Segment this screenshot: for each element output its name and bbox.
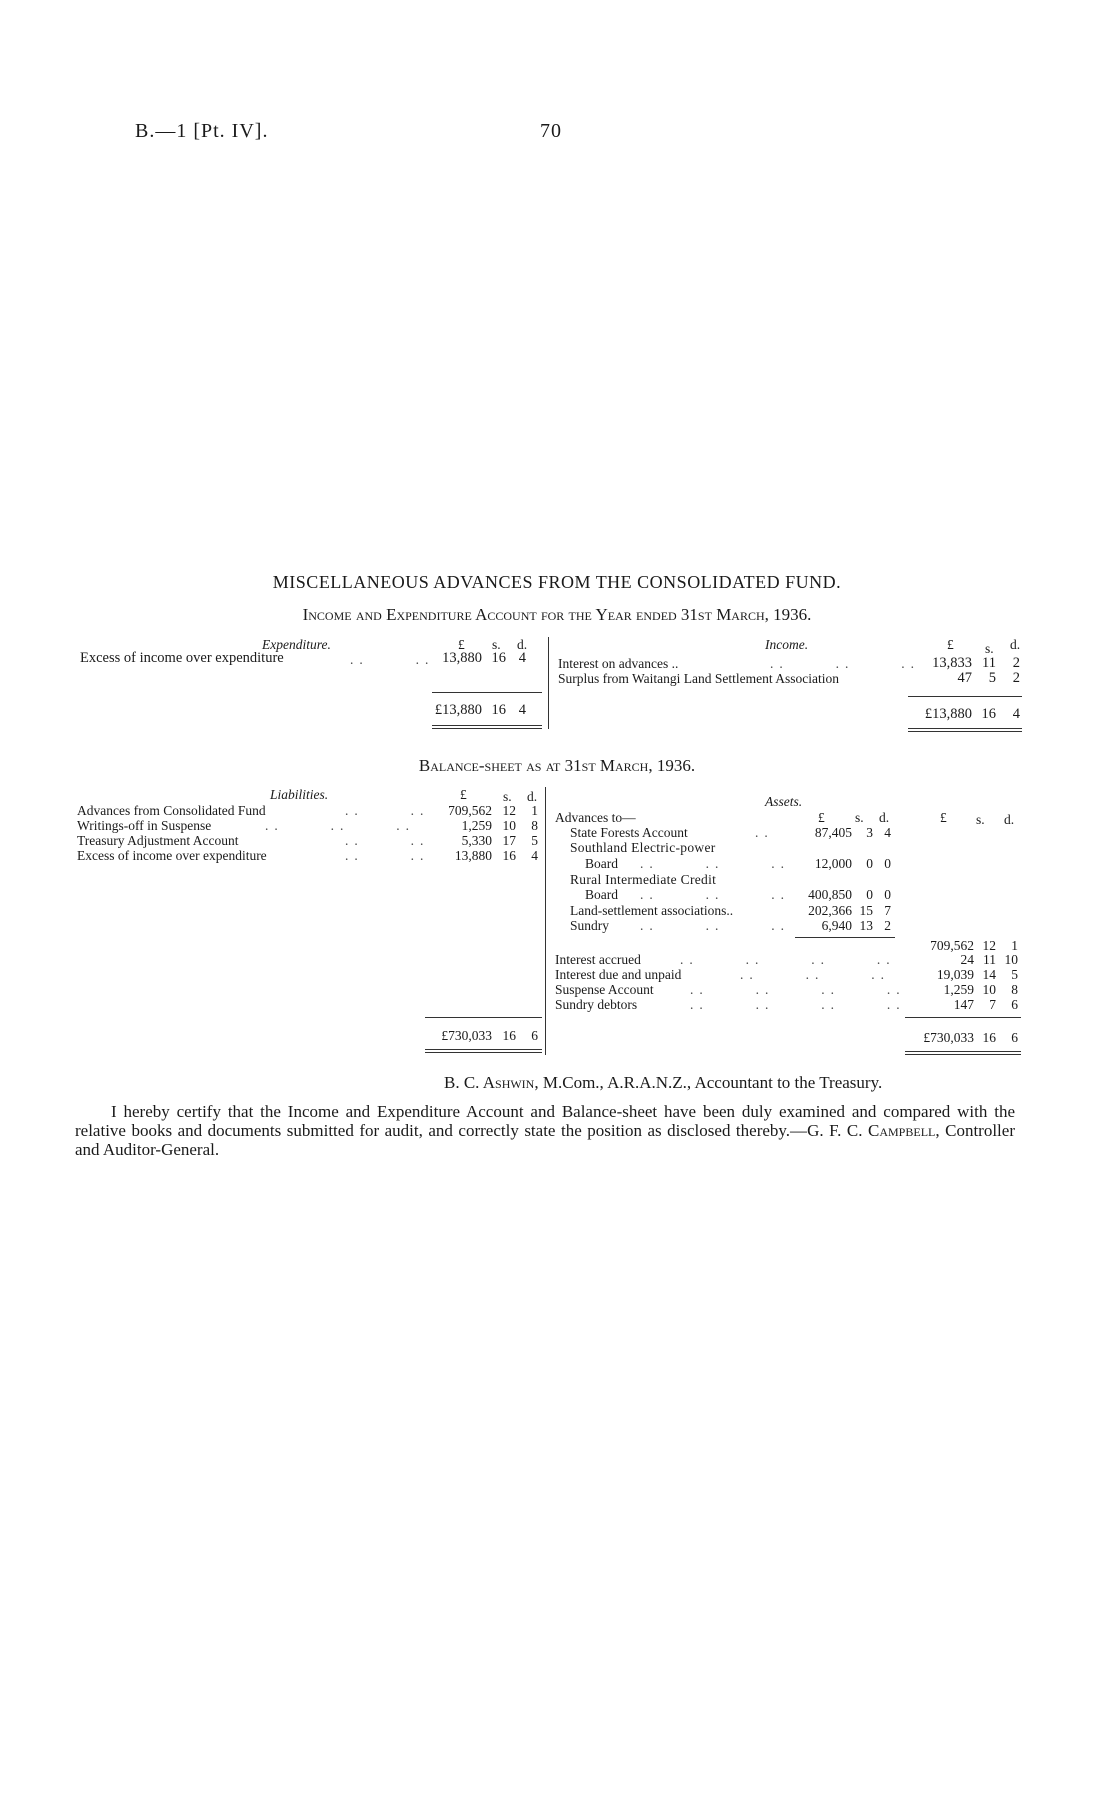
double-rule	[908, 728, 1022, 729]
amount-pounds: 1,259	[461, 818, 492, 833]
asset-label: Suspense Account	[555, 982, 654, 997]
sub-label: Land-settlement associations..	[570, 903, 734, 918]
page-number: 70	[540, 120, 562, 142]
asset-label: Interest accrued	[555, 952, 641, 967]
amount-shillings: 13	[859, 918, 873, 933]
income-label: Interest on advances ..	[558, 656, 679, 671]
leader-dots: .. ..	[345, 803, 430, 818]
rule	[908, 696, 1022, 697]
amount-shillings: 15	[859, 903, 873, 918]
leader-dots: .. ..	[345, 848, 430, 863]
sub-label-continuation: Board	[585, 856, 618, 871]
leader-dots: .. .. ..	[740, 967, 890, 982]
sub-label: Rural Intermediate Credit	[570, 872, 717, 887]
col-shillings: s.	[985, 641, 994, 656]
amount-shillings: 12	[502, 803, 516, 818]
col-pence: d.	[527, 789, 538, 804]
amount-pence: 2	[884, 918, 891, 933]
ie-title: Income and Expenditure Account for the Year ended 31st March, 1936.	[302, 605, 812, 624]
amount-shillings: 3	[866, 825, 873, 840]
sub-label: Sundry	[570, 918, 610, 933]
amount-pence: 4	[518, 650, 526, 666]
liability-label: Writings-off in Suspense	[77, 818, 212, 833]
double-rule	[432, 725, 542, 726]
amount-pence: 0	[884, 856, 891, 871]
leader-dots: .. ..	[345, 833, 430, 848]
total-pounds: £730,033	[923, 1030, 974, 1045]
leader-dots: .. .. ..	[265, 818, 415, 833]
amount-pence: 6	[1011, 997, 1018, 1012]
double-rule	[905, 1054, 1021, 1055]
total-pence: 6	[531, 1028, 538, 1043]
amount-pence: 5	[531, 833, 538, 848]
amount-pence: 8	[1011, 982, 1018, 997]
income-label: Surplus from Waitangi Land Settlement Association	[558, 671, 840, 686]
col-pounds: £	[940, 810, 947, 825]
col-shillings: s.	[855, 810, 864, 825]
amount-pounds: 709,562	[448, 803, 492, 818]
amount-pounds: 13,833	[932, 655, 972, 671]
rule	[905, 1017, 1021, 1018]
leader-dots: .. .. ..	[640, 856, 790, 871]
assets-heading: Assets.	[765, 794, 803, 809]
col-pounds: £	[818, 810, 825, 825]
liability-label: Advances from Consolidated Fund	[77, 803, 266, 818]
col-pounds: £	[947, 637, 954, 652]
auditor-name: G. F. C. Campbell	[807, 1121, 936, 1140]
amount-pence: 5	[1011, 967, 1018, 982]
liability-label: Excess of income over expenditure	[77, 848, 267, 863]
amount-shillings: 11	[983, 952, 996, 967]
amount-pence: 1	[531, 803, 538, 818]
total-pence: 6	[1011, 1030, 1018, 1045]
amount-pounds: 1,259	[943, 982, 974, 997]
col-shillings: s.	[492, 637, 501, 652]
leader-dots: .. .. ..	[770, 656, 920, 671]
bs-title: Balance-sheet as at 31st March, 1936.	[418, 756, 696, 775]
total-shillings: 16	[981, 706, 996, 722]
col-pence: d.	[1004, 812, 1015, 827]
liabilities-heading: Liabilities.	[270, 787, 329, 802]
amount-shillings: 0	[866, 856, 873, 871]
leader-dots: .. .. ..	[640, 887, 790, 902]
asset-label: Sundry debtors	[555, 997, 638, 1012]
amount-pence: 2	[1012, 655, 1020, 671]
amount-pence: 10	[1004, 952, 1018, 967]
amount-pounds: 202,366	[808, 903, 852, 918]
total-pounds: £13,880	[924, 706, 972, 722]
leader-dots: .. .. ..	[640, 918, 790, 933]
double-rule	[432, 728, 542, 729]
sub-label-continuation: Board	[585, 887, 618, 902]
amount-shillings: 12	[982, 938, 996, 953]
amount-pounds: 19,039	[936, 967, 974, 982]
rule	[795, 937, 895, 938]
amount-pounds: 24	[960, 952, 974, 967]
amount-pounds: 13,880	[454, 848, 492, 863]
audit-certification	[75, 1102, 1015, 1159]
liability-label: Treasury Adjustment Account	[77, 833, 239, 848]
total-pence: 4	[518, 702, 526, 718]
double-rule	[425, 1049, 542, 1050]
advances-label: Advances to—	[555, 810, 636, 825]
leader-dots: ..	[755, 825, 774, 840]
amount-shillings: 16	[502, 848, 516, 863]
rule	[425, 1017, 542, 1018]
amount-pence: 4	[884, 825, 891, 840]
amount-pence: 8	[531, 818, 538, 833]
leader-dots: .. .. .. ..	[690, 982, 906, 997]
asset-label: Interest due and unpaid	[555, 967, 682, 982]
column-divider	[548, 637, 549, 729]
amount-pounds: 87,405	[814, 825, 852, 840]
amount-pence: 7	[884, 903, 891, 918]
total-shillings: 16	[502, 1028, 516, 1043]
col-shillings: s.	[976, 812, 985, 827]
sub-label: Southland Electric-power	[570, 840, 716, 855]
amount-shillings: 5	[988, 670, 996, 686]
column-divider	[545, 787, 546, 1055]
amount-pounds: 709,562	[930, 938, 974, 953]
accountant-title: , M.Com., A.R.A.N.Z., Accountant to the Treasury.	[534, 1073, 883, 1092]
amount-shillings: 0	[866, 887, 873, 902]
col-pounds: £	[458, 637, 465, 652]
leader-dots: .. .. .. ..	[680, 952, 896, 967]
double-rule	[905, 1051, 1021, 1052]
total-shillings: 16	[982, 1030, 996, 1045]
expenditure-heading: Expenditure.	[262, 637, 331, 652]
amount-pounds: 13,880	[442, 650, 482, 666]
amount-shillings: 10	[982, 982, 996, 997]
amount-pounds: 5,330	[461, 833, 492, 848]
amount-pounds: 12,000	[814, 856, 852, 871]
certification-text: I hereby certify that the Income and Expenditure Account and Balance-sheet have been duly examined and compared with the relative books and documents submitted for audit, and correctly state the position as disclosed thereby.—	[75, 1102, 1015, 1140]
total-pounds: £730,033	[441, 1028, 492, 1043]
auditor-title: , Controller and Auditor-General.	[75, 1121, 1015, 1159]
amount-pence: 0	[884, 887, 891, 902]
sub-label: State Forests Account	[570, 825, 688, 840]
amount-pence: 1	[1011, 938, 1018, 953]
amount-pounds: 47	[957, 670, 972, 686]
amount-shillings: 11	[982, 655, 996, 671]
leader-dots: .. ..	[350, 652, 435, 667]
expenditure-label: Excess of income over expenditure	[80, 650, 284, 666]
amount-pence: 4	[531, 848, 538, 863]
total-pence: 4	[1012, 706, 1020, 722]
col-pence: d.	[517, 637, 528, 652]
amount-shillings: 16	[491, 650, 506, 666]
amount-pounds: 6,940	[821, 918, 852, 933]
col-shillings: s.	[503, 789, 512, 804]
amount-shillings: 10	[502, 818, 516, 833]
double-rule	[425, 1052, 542, 1053]
document-reference: B.—1 [Pt. IV].	[135, 120, 269, 142]
amount-pounds: 147	[953, 997, 974, 1012]
amount-pounds: 400,850	[808, 887, 852, 902]
amount-pence: 2	[1012, 670, 1020, 686]
document-title: MISCELLANEOUS ADVANCES FROM THE CONSOLIDATED FUND.	[272, 572, 842, 592]
amount-shillings: 17	[502, 833, 516, 848]
leader-dots: .. .. .. ..	[690, 997, 906, 1012]
total-shillings: 16	[491, 702, 506, 718]
col-pounds: £	[460, 787, 467, 802]
col-pence: d.	[879, 810, 890, 825]
amount-shillings: 14	[982, 967, 996, 982]
accountant-name: B. C. Ashwin	[444, 1073, 535, 1092]
accountant-signature	[444, 1073, 882, 1093]
rule	[432, 692, 542, 693]
col-pence: d.	[1010, 637, 1021, 652]
total-pounds: £13,880	[434, 702, 482, 718]
amount-shillings: 7	[989, 997, 996, 1012]
income-heading: Income.	[765, 637, 809, 652]
double-rule	[908, 731, 1022, 732]
